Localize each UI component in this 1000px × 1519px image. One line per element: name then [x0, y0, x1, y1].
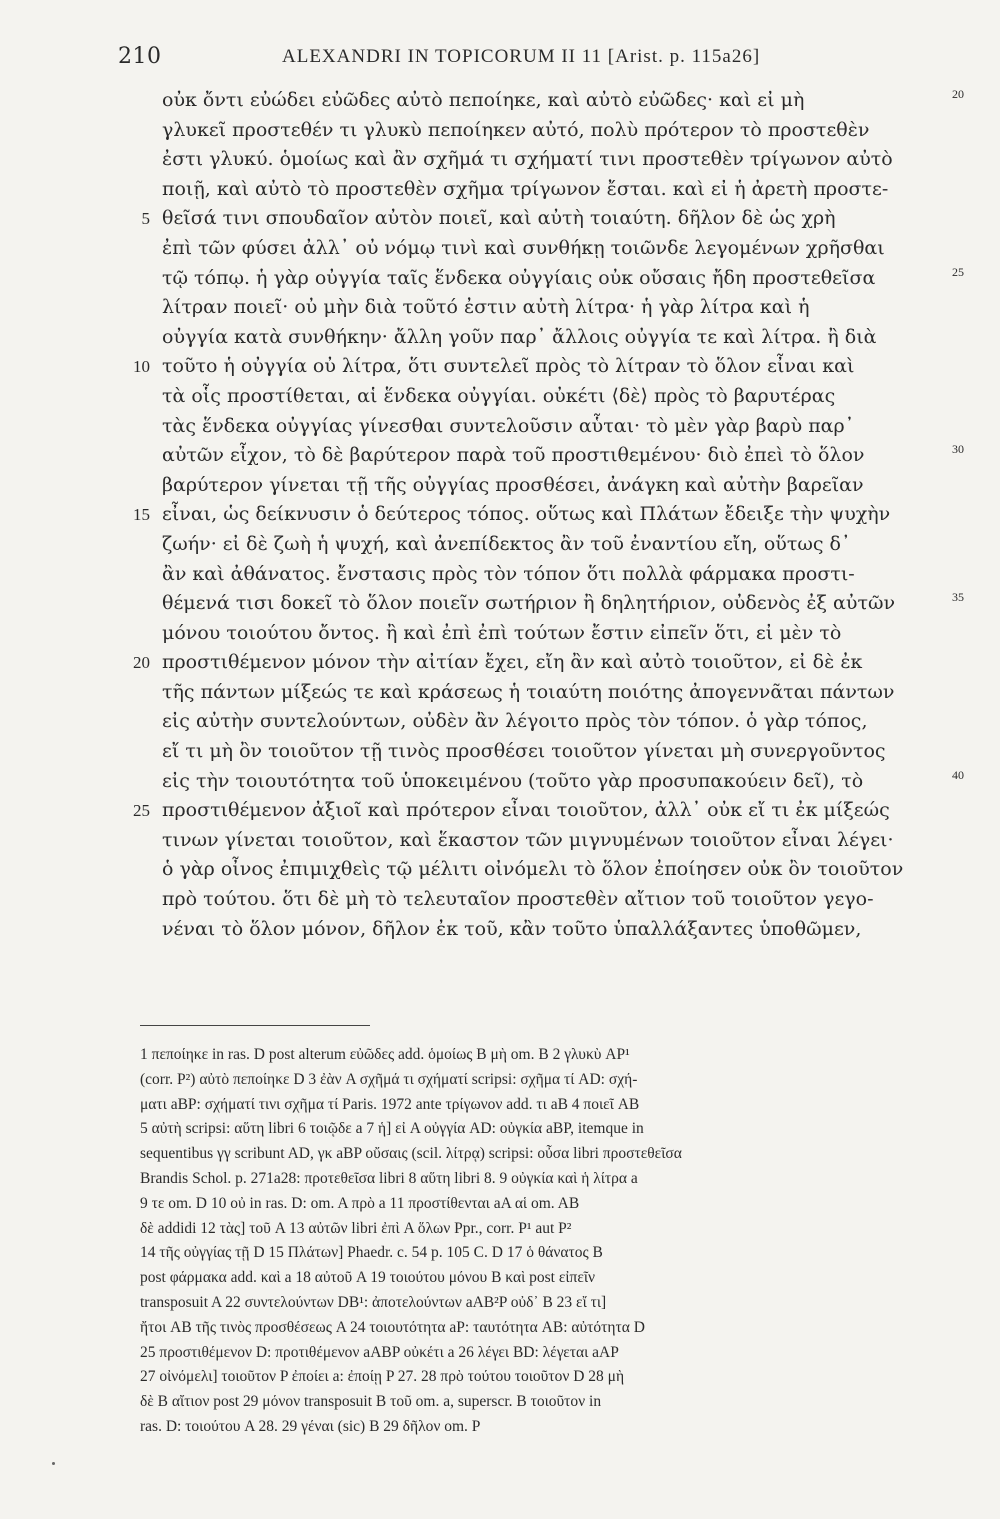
- apparatus-line: 9 τε om. D 10 οὐ in ras. D: om. A πρὸ a 11 προστίθενται aA αἱ om. AB: [140, 1194, 580, 1212]
- line-text: ζωήν· εἰ δὲ ζωὴ ἡ ψυχή, καὶ ἀνεπίδεκτος ἂν τοῦ ἐναντίου εἴη, οὕτως δ᾽: [162, 532, 851, 555]
- text-line: [162, 116, 944, 146]
- line-text: θεῖσά τινι σπουδαῖον αὐτὸν ποιεῖ, καὶ αὐτὴ τοιαύτη. δῆλον δὲ ὡς χρὴ: [162, 207, 836, 230]
- footnote-rule: [140, 1025, 370, 1026]
- margin-reference: 30: [952, 442, 964, 457]
- apparatus-line: ras. D: τοιούτου A 28. 29 γέναι (sic) B 29 δῆλον om. P: [140, 1417, 481, 1435]
- line-text: μόνου τοιούτου ὄντος. ἢ καὶ ἐπὶ ἐπὶ τούτων ἔστιν εἰπεῖν ὅτι, εἰ μὲν τὸ: [162, 621, 842, 644]
- text-line: [162, 234, 944, 264]
- line-text: γλυκεῖ προστεθέν τι γλυκὺ πεποίηκεν αὐτό, πολὺ πρότερον τὸ προστεθὲν: [162, 118, 870, 141]
- apparatus-line: 1 πεποίηκε in ras. D post alterum εὐῶδες add. ὁμοίως B μὴ om. B 2 γλυκὺ AP¹: [140, 1046, 630, 1063]
- text-line: [162, 441, 964, 471]
- text-line: [162, 382, 944, 412]
- text-line: [162, 175, 944, 205]
- line-text: αὐτῶν εἶχον, τὸ δὲ βαρύτερον παρὰ τοῦ προστιθεμένου· διὸ ἐπεὶ τὸ ὅλον: [162, 444, 865, 467]
- critical-apparatus: [140, 1043, 962, 1440]
- text-line: [162, 915, 944, 945]
- line-text: εἰς αὐτὴν συντελούντων, οὐδὲν ἂν λέγοιτο πρὸς τὸν τόπον. ὁ γὰρ τόπος,: [162, 710, 868, 733]
- line-number: 25: [133, 801, 150, 821]
- line-text: εἶναι, ὡς δείκνυσιν ὁ δεύτερος τόπος. οὕτως καὶ Πλάτων ἔδειξε τὴν ψυχὴν: [162, 503, 891, 526]
- running-head: ALEXANDRI IN TOPICORUM II 11 [Arist. p. 115a26]: [282, 46, 761, 67]
- line-number: 20: [133, 653, 150, 673]
- line-text: πρὸ τούτου. ὅτι δὲ μὴ τὸ τελευταῖον προστεθὲν αἴτιον τοῦ τοιοῦτον γεγο-: [162, 888, 874, 911]
- line-text: νέναι τὸ ὅλον μόνον, δῆλον ἐκ τοῦ, κἂν τοῦτο ὑπαλλάξαντες ὑποθῶμεν,: [162, 917, 862, 940]
- text-line: [162, 264, 964, 294]
- text-line: [162, 855, 944, 885]
- line-text: τὰ οἷς προστίθεται, αἱ ἕνδεκα οὐγγίαι. οὐκέτι ⟨δὲ⟩ πρὸς τὸ βαρυτέρας: [162, 384, 836, 407]
- apparatus-line: Brandis Schol. p. 271a28: προτεθεῖσα libri 8 αὕτη libri 8. 9 οὐγκία καὶ ἡ λίτρα a: [140, 1169, 638, 1187]
- line-text: λίτραν ποιεῖ· οὐ μὴν διὰ τοῦτό ἐστιν αὐτὴ λίτρα· ἡ γὰρ λίτρα καὶ ἡ: [162, 296, 810, 319]
- text-line: [162, 86, 964, 116]
- line-text: τινων γίνεται τοιοῦτον, καὶ ἕκαστον τῶν μιγνυμένων τοιοῦτον εἶναι λέγει·: [162, 828, 894, 851]
- text-line: [162, 826, 944, 856]
- line-text: ἐστι γλυκύ. ὁμοίως καὶ ἂν σχῆμά τι σχήματί τινι προστεθὲν τρίγωνον αὐτὸ: [162, 148, 893, 171]
- line-text: εἴ τι μὴ ὂν τοιοῦτον τῇ τινὸς προσθέσει τοιοῦτον γίνεται μὴ συνεργοῦντος: [162, 740, 886, 763]
- text-line: [162, 145, 944, 175]
- line-text: τοῦτο ἡ οὐγγία οὐ λίτρα, ὅτι συντελεῖ πρὸς τὸ λίτραν τὸ ὅλον εἶναι καὶ: [162, 355, 855, 378]
- text-line: [162, 707, 944, 737]
- margin-reference: 35: [952, 590, 964, 605]
- text-line: [162, 293, 944, 323]
- apparatus-line: δὲ B αἴτιον post 29 μόνον transposuit B τοῦ om. a, superscr. B τοιοῦτον in: [140, 1393, 602, 1411]
- text-line: [133, 500, 944, 530]
- text-line: [162, 471, 944, 501]
- margin-reference: 40: [952, 767, 964, 782]
- main-text: [133, 86, 964, 944]
- line-text: ἂν καὶ ἀθάνατος. ἔνστασις πρὸς τὸν τόπον ὅτι πολλὰ φάρμακα προστι-: [162, 562, 855, 585]
- page-number: 210: [118, 44, 162, 69]
- text-line: [133, 648, 944, 678]
- text-line: [162, 619, 944, 649]
- apparatus-line: sequentibus γγ scribunt AD, γκ aBP οὔσαις (scil. λίτρᾳ) scripsi: οὖσα libri προστεθεῖσα: [140, 1145, 682, 1163]
- text-line: [162, 678, 944, 708]
- apparatus-line: ἤτοι AB τῆς τινὸς προσθέσεως A 24 τοιουτότητα aP: ταυτότητα AB: αὐτότητα D: [140, 1318, 645, 1336]
- apparatus-line: transposuit A 22 συντελούντων DB¹: ἀποτελούντων aAB²P οὐδ᾽ B 23 εἴ τι]: [140, 1293, 607, 1311]
- text-line: [133, 352, 944, 382]
- line-text: εἰς τὴν τοιουτότητα τοῦ ὑποκειμένου (τοῦτο γὰρ προσυπακούειν δεῖ), τὸ: [162, 769, 864, 792]
- line-text: τὰς ἕνδεκα οὐγγίας γίνεσθαι συντελοῦσιν αὗται· τὸ μὲν γὰρ βαρὺ παρ᾽: [162, 414, 855, 437]
- text-line: [133, 796, 944, 826]
- line-text: οὐγγία κατὰ συνθήκην· ἄλλη γοῦν παρ᾽ ἄλλοις οὐγγία τε καὶ λίτρα. ἢ διὰ: [162, 325, 877, 348]
- apparatus-line: post φάρμακα add. καὶ a 18 αὐτοῦ A 19 τοιούτου μόνου B καὶ post εἰπεῖν: [140, 1269, 596, 1287]
- apparatus-line: δὲ addidi 12 τὰς] τοῦ A 13 αὐτῶν libri ἐπὶ A ὅλων Ppr., corr. P¹ aut P²: [140, 1219, 572, 1237]
- line-text: ἐπὶ τῶν φύσει ἀλλ᾽ οὐ νόμῳ τινὶ καὶ συνθήκῃ τοιῶνδε λεγομένων χρῆσθαι: [162, 236, 885, 259]
- margin-reference: 25: [952, 264, 964, 279]
- margin-reference: 20: [952, 87, 964, 101]
- line-number: 5: [141, 209, 150, 229]
- line-text: τῷ τόπῳ. ἡ γὰρ οὐγγία ταῖς ἕνδεκα οὐγγίαις οὐκ οὔσαις ἤδη προστεθεῖσα: [162, 266, 876, 289]
- apparatus-line: 27 οἰνόμελι] τοιοῦτον P ἐποίει a: ἐποίῃ P 27. 28 πρὸ τούτου τοιοῦτον D 28 μὴ: [140, 1368, 625, 1386]
- text-line: [162, 885, 944, 915]
- page-header: [118, 44, 880, 72]
- line-text: ποιῇ, καὶ αὐτὸ τὸ προστεθὲν σχῆμα τρίγωνον ἔσται. καὶ εἰ ἡ ἀρετὴ προστε-: [162, 177, 889, 200]
- text-line: [162, 530, 944, 560]
- line-text: οὐκ ὄντι εὐώδει εὐῶδες αὐτὸ πεποίηκε, καὶ αὐτὸ εὐῶδες· καὶ εἰ μὴ: [162, 89, 805, 111]
- apparatus-line: (corr. P²) αὐτὸ πεποίηκε D 3 ἐὰν A σχῆμά τι σχήματί scripsi: σχῆμα τί AD: σχή-: [140, 1070, 638, 1088]
- text-line: [162, 767, 964, 797]
- speck: [52, 1462, 55, 1465]
- text-line: [162, 589, 964, 619]
- apparatus-line: 14 τῆς οὐγγίας τῇ D 15 Πλάτων] Phaedr. c. 54 p. 105 C. D 17 ὁ θάνατος B: [140, 1244, 603, 1262]
- text-line: [162, 737, 944, 767]
- text-line: [162, 412, 944, 442]
- apparatus-line: ματι aBP: σχήματί τινι σχῆμα τί Paris. 1972 ante τρίγωνον add. τι aB 4 ποιεῖ AB: [140, 1095, 640, 1113]
- line-text: θέμενά τισι δοκεῖ τὸ ὅλον ποιεῖν σωτήριον ἢ δηλητήριον, οὐδενὸς ἐξ αὐτῶν: [162, 592, 895, 615]
- apparatus-line: 25 προστιθέμενον D: προτιθέμενον aABP οὐκέτι a 26 λέγει BD: λέγεται aAP: [140, 1343, 619, 1361]
- line-text: τῆς πάντων μίξεώς τε καὶ κράσεως ἡ τοιαύτη ποιότης ἀπογεννᾶται πάντων: [162, 680, 895, 703]
- line-number: 15: [133, 505, 150, 525]
- line-text: βαρύτερον γίνεται τῇ τῆς οὐγγίας προσθέσει, ἀνάγκη καὶ αὐτὴν βαρεῖαν: [162, 473, 864, 496]
- line-text: προστιθέμενον μόνον τὴν αἰτίαν ἔχει, εἴη ἂν καὶ αὐτὸ τοιοῦτον, εἰ δὲ ἐκ: [162, 651, 863, 674]
- line-text: ὁ γὰρ οἶνος ἐπιμιχθεὶς τῷ μέλιτι οἰνόμελι τὸ ὅλον ἐποίησεν οὐκ ὂν τοιοῦτον: [162, 858, 904, 881]
- text-line: [141, 204, 944, 234]
- text-line: [162, 323, 944, 353]
- line-number: 10: [133, 357, 150, 377]
- line-text: προστιθέμενον ἀξιοῖ καὶ πρότερον εἶναι τοιοῦτον, ἀλλ᾽ οὐκ εἴ τι ἐκ μίξεώς: [162, 799, 890, 822]
- text-line: [162, 560, 944, 590]
- apparatus-line: 5 αὐτὴ scripsi: αὕτη libri 6 τοιῷδε a 7 ἡ] εἰ A οὐγγία AD: οὐγκία aBP, itemque in: [140, 1120, 644, 1138]
